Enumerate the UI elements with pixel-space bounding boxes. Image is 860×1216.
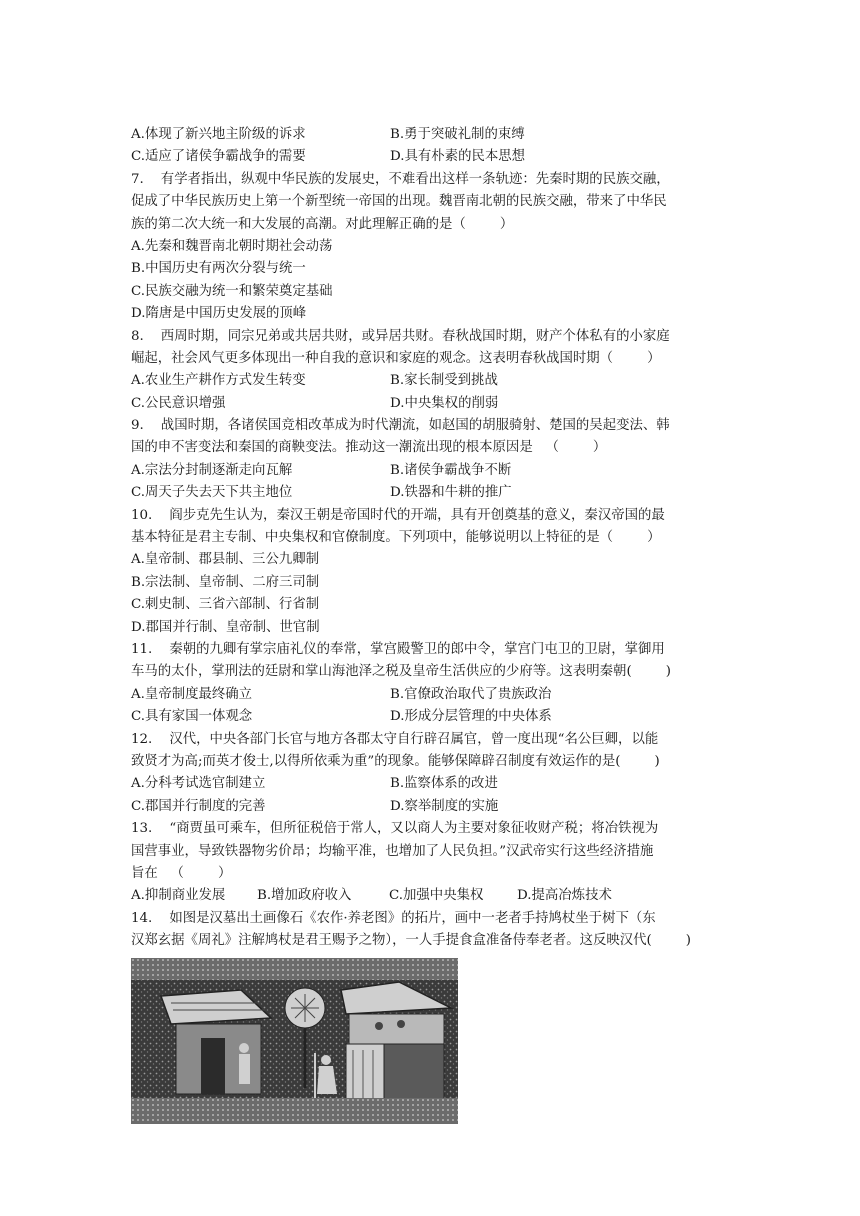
option-d: D.察举制度的实施	[390, 798, 499, 814]
option-b: B.增加政府收入	[257, 888, 352, 904]
option-b: B.官僚政治取代了贵族政治	[390, 686, 552, 702]
question-list	[131, 124, 731, 1124]
option-d: D.具有朴素的民本思想	[390, 149, 526, 165]
question-stem-line: 9. 战国时期，各诸侯国竞相改革成为时代潮流，如赵国的胡服骑射、楚国的吴起变法、韩	[131, 418, 670, 434]
question-11	[131, 639, 731, 729]
options-row	[131, 684, 731, 706]
option-a: A.皇帝制、郡县制、三公九卿制	[131, 552, 320, 568]
option-c: C.郡国并行制度的完善	[131, 798, 266, 814]
question-12	[131, 729, 731, 819]
option-c: C.民族交融为统一和繁荣奠定基础	[131, 283, 333, 299]
option-b: B.家长制受到挑战	[390, 373, 498, 389]
option-d: D.提高冶炼技术	[517, 888, 612, 904]
question-stem-line: 12. 汉代，中央各部门长官与地方各郡太守自行辟召属官，曾一度出现“名公巨卿，以能	[131, 731, 659, 747]
option-a: A.体现了新兴地主阶级的诉求	[131, 127, 306, 142]
question-14	[131, 908, 731, 1125]
question-stem-line: 13. “商贾虽可乘车，但所征税倍于常人，又以商人为主要对象征收财产税；将冶铁视为	[131, 821, 659, 837]
options-row	[131, 393, 731, 415]
option-b: B.监察体系的改进	[390, 776, 498, 792]
option-d: D.铁器和牛耕的推广	[390, 485, 512, 501]
options-row	[131, 460, 731, 482]
options-row	[131, 796, 731, 818]
option-a: A.宗法分封制逐渐走向瓦解	[131, 462, 293, 478]
option-b: B.诸侯争霸战争不断	[390, 462, 512, 478]
question-stem-line: 国的申不害变法和秦国的商鞅变法。推动这一潮流出现的根本原因是 （ ）	[131, 440, 607, 456]
q6-options-row-1	[131, 124, 731, 146]
option-a: A.抑制商业发展	[131, 888, 226, 904]
question-stem-line: 促成了中华民族历史上第一个新型统一帝国的出现。魏晋南北朝的民族交融，带来了中华民	[131, 194, 667, 210]
question-stem-line: 汉郑玄据《周礼》注解鸠杖是君王赐予之物），一人手提食盒准备侍奉老者。这反映汉代( )	[131, 933, 692, 949]
options-row	[131, 706, 731, 728]
option-d: D.形成分层管理的中央体系	[390, 709, 552, 725]
question-7	[131, 169, 731, 326]
question-stem-line: 基本特征是君主专制、中央集权和官僚制度。下列项中，能够说明以上特征的是（ ）	[131, 530, 661, 546]
question-13	[131, 818, 731, 908]
option-d: D.中央集权的削弱	[390, 395, 499, 411]
question-stem-line: 旨在 （ ）	[131, 865, 232, 881]
option-d: D.隋唐是中国历史发展的顶峰	[131, 306, 307, 322]
question-9	[131, 415, 731, 505]
option-a: A.分科考试选官制建立	[131, 776, 266, 792]
q6-options-row-2	[131, 146, 731, 168]
options-row	[131, 773, 731, 795]
question-stem-line: 车马的太仆，掌刑法的廷尉和掌山海池泽之税及皇帝生活供应的少府等。这表明秦朝( )	[131, 664, 671, 680]
option-c: C.周天子失去天下共主地位	[131, 485, 293, 501]
stone-relief-rubbing-image	[131, 958, 458, 1124]
question-stem-line: 11. 秦朝的九卿有掌宗庙礼仪的奉常，掌宫殿警卫的郎中令，掌宫门屯卫的卫尉，掌御用	[131, 641, 665, 657]
option-a: A.农业生产耕作方式发生转变	[131, 373, 306, 389]
question-stem-line: 8. 西周时期，同宗兄弟或共居共财，或异居共财。春秋战国时期，财产个体私有的小家庭	[131, 328, 670, 344]
question-stem-line: 7. 有学者指出，纵观中华民族的发展史，不难看出这样一条轨迹：先秦时期的民族交融，	[131, 171, 670, 187]
option-c: C.加强中央集权	[389, 888, 484, 904]
option-c: C.具有家国一体观念	[131, 709, 253, 725]
options-row	[131, 370, 731, 392]
question-10	[131, 505, 731, 639]
option-c: C.刺史制、三省六部制、行省制	[131, 597, 320, 613]
question-stem-line: 国营事业，导致铁器物劣价昂；均输平准，也增加了人民负担。”汉武帝实行这些经济措施	[131, 843, 654, 859]
options-row	[131, 885, 731, 907]
question-stem-line: 致贤才为高;而英才俊士,以得所依乘为重”的现象。能够保障辟召制度有效运作的是( )	[131, 753, 660, 769]
question-8	[131, 326, 731, 416]
option-a: A.先秦和魏晋南北朝时期社会动荡	[131, 238, 333, 254]
options-row	[131, 482, 731, 504]
option-b: B.中国历史有两次分裂与统一	[131, 261, 306, 277]
option-b: B.宗法制、皇帝制、二府三司制	[131, 574, 320, 590]
question-stem-line: 族的第二次大统一和大发展的高潮。对此理解正确的是（ ）	[131, 216, 514, 232]
option-b: B.勇于突破礼制的束缚	[390, 127, 525, 142]
option-d: D.郡国并行制、皇帝制、世官制	[131, 619, 320, 635]
question-stem-line: 10. 阎步克先生认为，秦汉王朝是帝国时代的开端，具有开创奠基的意义，秦汉帝国的最	[131, 507, 665, 523]
option-c: C.公民意识增强	[131, 395, 226, 411]
option-a: A.皇帝制度最终确立	[131, 686, 253, 702]
option-c: C.适应了诸侯争霸战争的需要	[131, 149, 306, 165]
question-stem-line: 14. 如图是汉墓出土画像石《农作·养老图》的拓片，画中一老者手持鸠杖坐于树下（东	[131, 910, 656, 926]
question-stem-line: 崛起，社会风气更多体现出一种自我的意识和家庭的观念。这表明春秋战国时期（ ）	[131, 350, 661, 366]
rubbing-illustration	[131, 958, 458, 1124]
